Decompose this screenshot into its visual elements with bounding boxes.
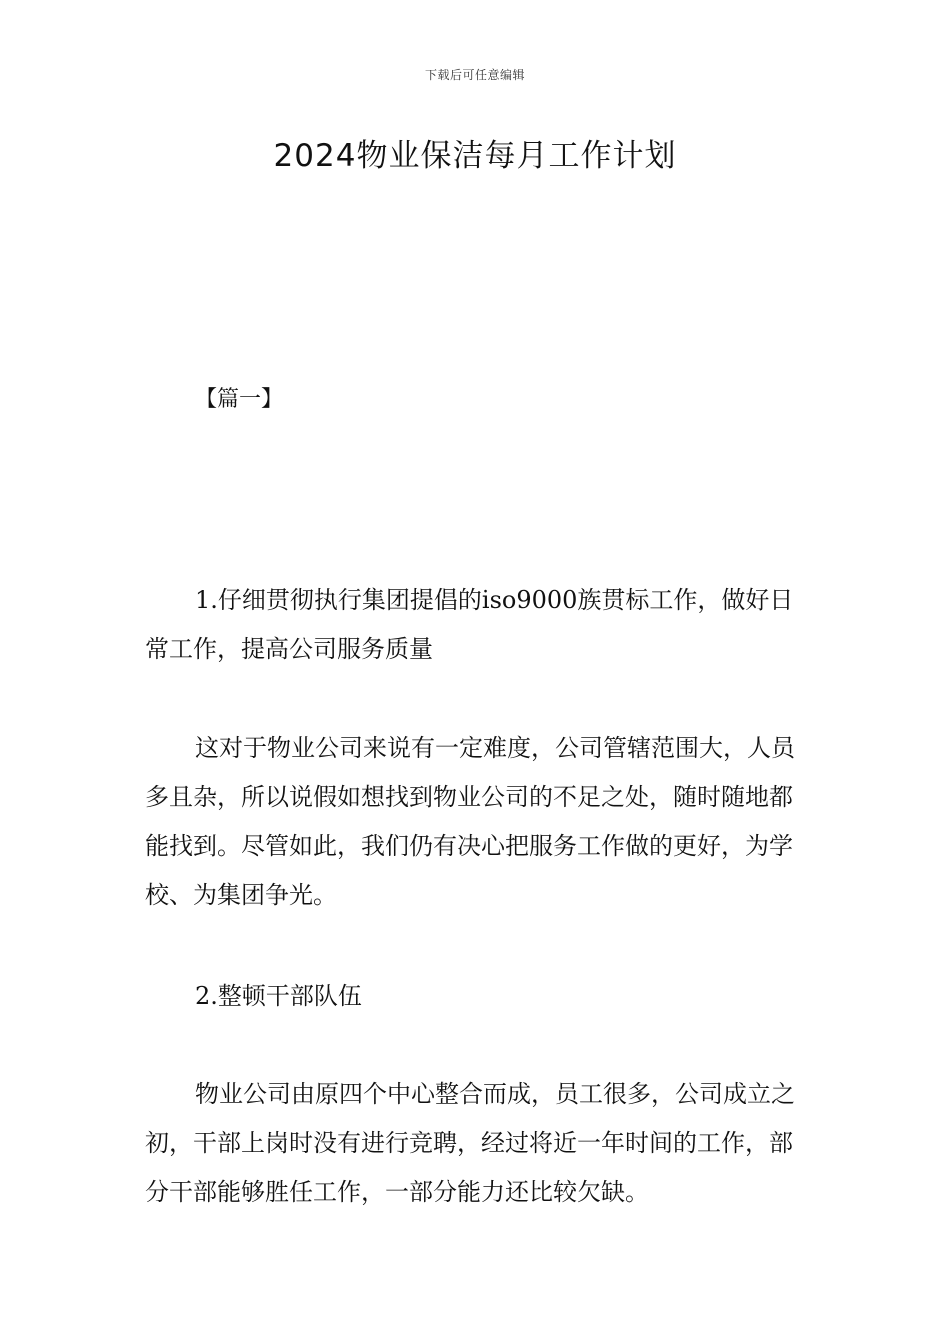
section-label: 【篇一】: [195, 387, 284, 412]
header-note: 下载后可任意编辑: [424, 68, 525, 82]
paragraph-item-1-body: 这对于物业公司来说有一定难度，公司管辖范围大，人员多且杂，所以说假如想找到物业公司的不足之处，随时随地都能找到。尽管如此，我们仍有决心把服务工作做的更好，为学校、为集团争光。: [145, 734, 795, 909]
document-title: 2024物业保洁每月工作计划: [273, 138, 677, 174]
paragraph-item-1-heading: 1.仔细贯彻执行集团提倡的iso9000族贯标工作，做好日常工作，提高公司服务质量: [145, 586, 794, 663]
paragraph-item-2-heading: 2.整顿干部队伍: [195, 982, 362, 1010]
paragraph-item-2-body: 物业公司由原四个中心整合而成，员工很多，公司成立之初，干部上岗时没有进行竞聘，经过将近一年时间的工作，部分干部能够胜任工作，一部分能力还比较欠缺。: [145, 1080, 795, 1206]
